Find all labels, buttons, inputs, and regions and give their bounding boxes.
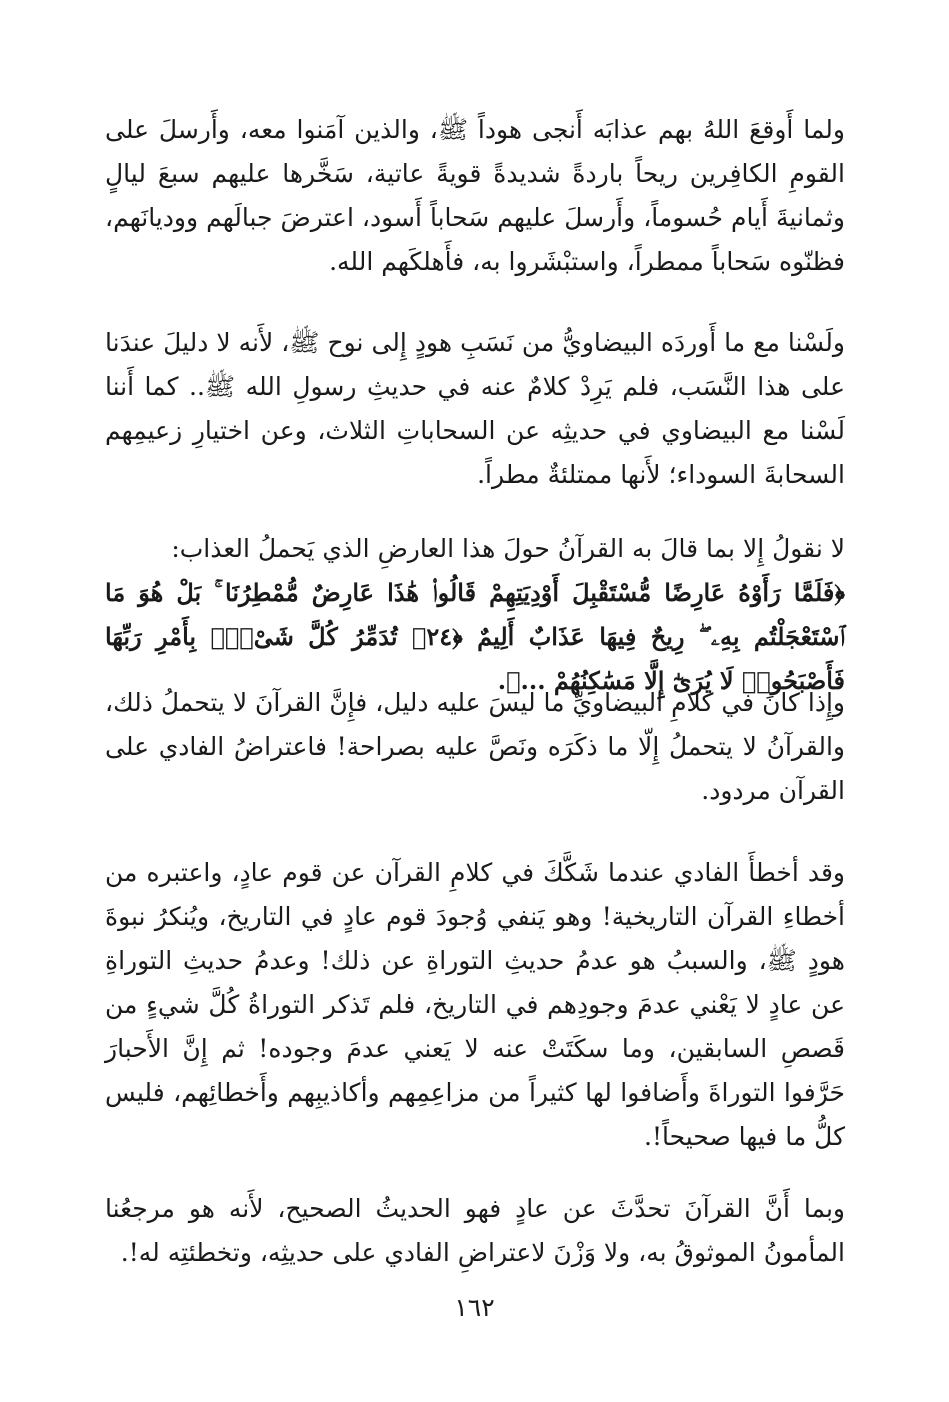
paragraph-6-text: وبما أَنَّ القرآنَ تحدَّثَ عن عادٍ فهو الحديثُ الصحيح، لأَنه هو مرجعُنا المأمونُ الموثوقُ به، ولا وَزْنَ لاعتراضِ الفادي على حديثِه، وتخطئتِه له!. [105, 1194, 845, 1267]
paragraph-3-text: لا نقولُ إِلا بما قالَ به القرآنُ حولَ هذا العارضِ الذي يَحملُ العذاب: [171, 534, 845, 563]
paragraph-1-text: ولما أَوقعَ اللهُ بهم عذابَه أَنجى هوداً ﷺ، والذين آمَنوا معه، وأَرسلَ على القومِ الكافِرين ريحاً باردةً شديدةً قويةً عاتية، سَخَّرها عليهم سبعَ ليالٍ وثمانيةَ أَيام حُسوماً، وأَرسلَ عليهم سَحاباً أَسود، اعترضَ جبالَهم ووديانَهم، فظنّوه سَحاباً ممطراً، واستبْشَروا به، فأَهلكَهم الله. [105, 115, 845, 276]
paragraph-1 [105, 108, 845, 284]
paragraph-2 [105, 321, 845, 497]
paragraph-5 [105, 851, 845, 1159]
paragraph-5-text: وقد أخطأَ الفادي عندما شَكَّكَ في كلامِ القرآن عن قوم عادٍ، واعتبره من أخطاءِ القرآن التاريخية! وهو يَنفي وُجودَ قوم عادٍ في التاريخ، ويُنكرُ نبوةَ هودٍ ﷺ، والسببُ هو عدمُ حديثِ التوراةِ عن ذلك! وعدمُ حديثِ التوراةِ عن عادٍ لا يَعْني عدمَ وجودِهم في التاريخ، فلم تَذكر التوراةُ كُلَّ شيءٍ من قَصصِ السابقين، وما سكَتَتْ عنه لا يَعني عدمَ وجوده! ثم إِنَّ الأَحبارَ حَرَّفوا التوراةَ وأَضافوا لها كثيراً من مزاعِمِهم وأكاذيبِهم وأَخطائِهم، فليس كلُّ ما فيها صحيحاً!. [105, 858, 845, 1151]
paragraph-4 [105, 681, 845, 813]
quran-verse: ﴿فَلَمَّا رَأَوْهُ عَارِضًا مُّسْتَقْبِلَ أَوْدِيَتِهِمْ قَالُوا۟ هَٰذَا عَارِضٌ مُّمْطِرُنَا ۚ بَلْ هُوَ مَا ٱسْتَعْجَلْتُم بِهِۦ ۖ رِيحٌ فِيهَا عَذَابٌ أَلِيمٌ ﴿٢٤﴾ تُدَمِّرُ كُلَّ شَىْءٍۭ بِأَمْرِ رَبِّهَا فَأَصْبَحُوا۟ لَا يُرَىٰٓ إِلَّا مَسَٰكِنُهُمْ ...﴾. [105, 578, 845, 695]
paragraph-6 [105, 1187, 845, 1275]
paragraph-4-text: وإِذا كانَ في كلامِ البيضاويِّ ما ليسَ عليه دليل، فإِنَّ القرآنَ لا يتحملُ ذلك، والقرآنُ لا يتحملُ إِلّا ما ذكَرَه ونَصَّ عليه بصراحة! فاعتراضُ الفادي على القرآن مردود. [105, 688, 846, 805]
paragraph-2-text: ولَسْنا مع ما أَوردَه البيضاويُّ من نَسَبِ هودٍ إِلى نوح ﷺ، لأَنه لا دليلَ عندَنا على هذا النَّسَب، فلم يَرِدْ كلامٌ عنه في حديثِ رسولِ الله ﷺ.. كما أَننا لَسْنا مع البيضاوي في حديثِه عن السحاباتِ الثلاث، وعن اختيارِ زعيمِهم السحابةَ السوداء؛ لأَنها ممتلئةٌ مطراً. [105, 328, 845, 489]
page-number: ١٦٢ [454, 1293, 495, 1322]
paragraph-3 [105, 527, 845, 703]
